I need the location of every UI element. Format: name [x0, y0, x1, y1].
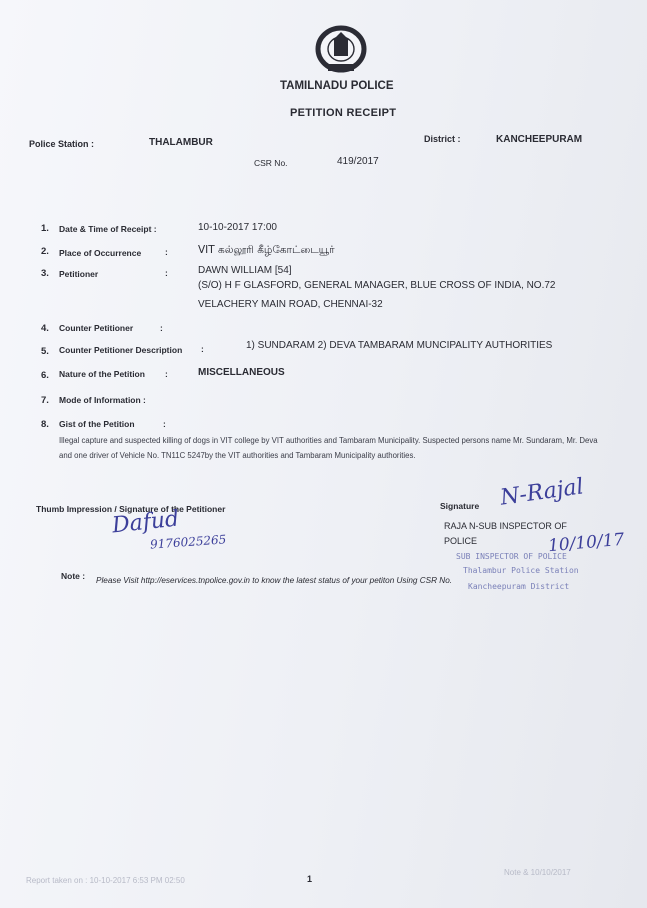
footer-right-info: Note & 10/10/2017: [504, 868, 571, 877]
item-value: 1) SUNDARAM 2) DEVA TAMBARAM MUNCIPALITY AUTHORITIES: [246, 340, 553, 351]
tamilnadu-police-emblem-icon: [314, 24, 368, 76]
item-value: DAWN WILLIAM [54]: [198, 265, 292, 276]
item-colon: :: [160, 323, 163, 333]
item-number: 6.: [41, 370, 49, 381]
stamp-line: Thalambur Police Station: [463, 566, 579, 575]
item-value-line2: (S/O) H F GLASFORD, GENERAL MANAGER, BLUE CROSS OF INDIA, NO.72: [198, 280, 556, 291]
note-text: Please Visit http://eservices.tnpolice.gov.in to know the latest status of your petiton Using CSR No.: [96, 576, 453, 585]
csr-label: CSR No.: [254, 158, 288, 168]
item-number: 5.: [41, 346, 49, 357]
item-label: Place of Occurrence: [59, 248, 142, 258]
petitioner-signature-label: Thumb Impression / Signature of the Petitioner: [36, 504, 226, 514]
item-label: Counter Petitioner: [59, 323, 134, 333]
stamp-line: SUB INSPECTOR OF POLICE: [456, 552, 567, 561]
item-number: 4.: [41, 323, 49, 334]
item-value-line3: VELACHERY MAIN ROAD, CHENNAI-32: [198, 299, 383, 310]
item-colon: :: [163, 419, 166, 429]
document-title: PETITION RECEIPT: [290, 107, 397, 119]
item-label: Nature of the Petition: [59, 369, 145, 379]
item-number: 8.: [41, 419, 49, 430]
item-value: VIT கல்லூரி கீழ்கோட்டையூர்: [198, 244, 335, 256]
item-value: MISCELLANEOUS: [198, 367, 285, 378]
police-station-label: Police Station :: [29, 139, 95, 149]
item-number: 3.: [41, 268, 49, 279]
item-label: Mode of Information :: [59, 395, 146, 405]
item-colon: :: [165, 247, 168, 257]
footer-report-info: Report taken on : 10-10-2017 6:53 PM 02:50: [26, 876, 185, 885]
petitioner-phone: 9176025265: [149, 532, 227, 552]
item-number: 2.: [41, 246, 49, 257]
org-name: TAMILNADU POLICE: [280, 80, 394, 92]
item-colon: :: [201, 344, 204, 354]
police-station-value: THALAMBUR: [149, 137, 213, 148]
item-label: Date & Time of Receipt :: [59, 224, 157, 234]
item-number: 7.: [41, 395, 49, 406]
officer-signature: N-Rajal: [498, 474, 586, 511]
item-label: Petitioner: [59, 269, 99, 279]
officer-name: RAJA N-SUB INSPECTOR OF: [444, 521, 567, 531]
item-label: Counter Petitioner Description: [59, 345, 183, 355]
officer-signature-label: Signature: [440, 501, 480, 511]
district-label: District :: [424, 134, 461, 144]
item-value: 10-10-2017 17:00: [198, 222, 277, 233]
handwritten-date: 10/10/17: [547, 529, 626, 557]
district-value: KANCHEEPURAM: [496, 134, 583, 145]
stamp-line: Kancheepuram District: [468, 582, 570, 591]
gist-text: Illegal capture and suspected killing of dogs in VIT college by VIT authorities and Tambaram Municipality. Suspected persons name Mr. Sundaram, Mr. Deva and one driver of Vehicle No. TN11C 5247by the VIT authorities and Tambaram Municipality authorities.: [59, 436, 598, 460]
page-number: 1: [307, 874, 313, 884]
officer-name-line2: POLICE: [444, 536, 478, 546]
csr-number: 419/2017: [337, 156, 379, 167]
item-label: Gist of the Petition: [59, 419, 135, 429]
item-colon: :: [165, 369, 168, 379]
item-number: 1.: [41, 223, 49, 234]
item-colon: :: [165, 268, 168, 278]
petitioner-signature: Dafud: [110, 506, 181, 539]
note-label: Note :: [61, 571, 86, 581]
